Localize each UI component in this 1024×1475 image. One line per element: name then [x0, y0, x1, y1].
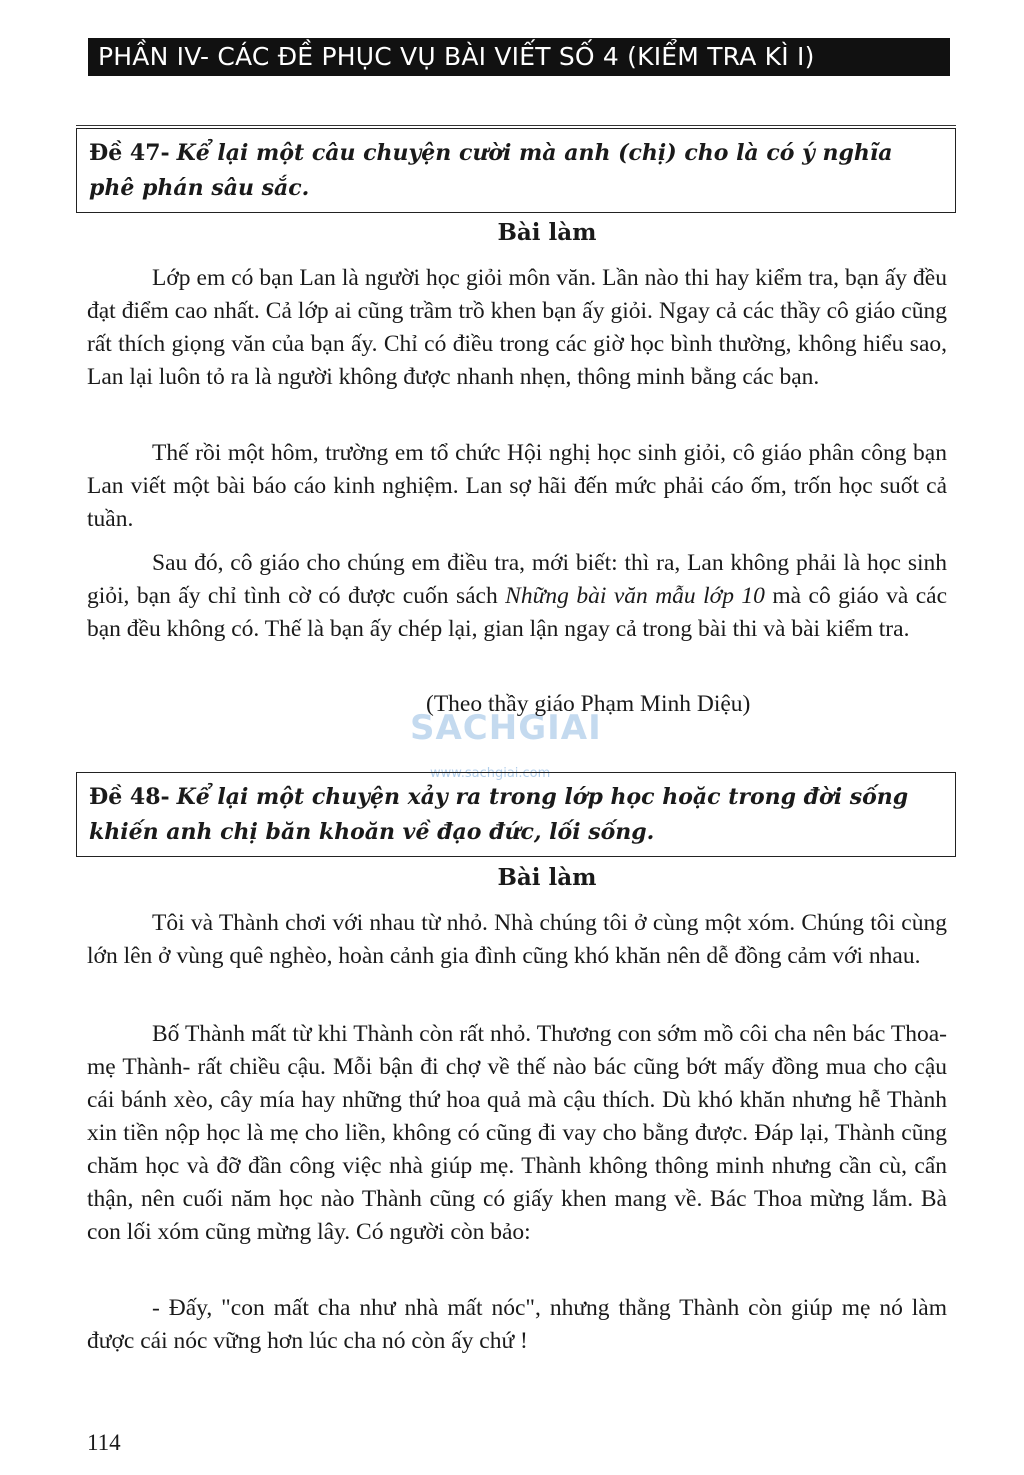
topic-48-number: Đề 48-	[89, 784, 170, 810]
top-rule-47	[76, 125, 956, 126]
page-number: 114	[87, 1430, 121, 1455]
topic-47-paragraph-2: Thế rồi một hôm, trường em tổ chức Hội nghị học sinh giỏi, cô giáo phân công bạn Lan viết một bài báo cáo kinh nghiệm. Lan sợ hãi đến mức phải cáo ốm, trốn học suốt cả tuần.	[87, 440, 947, 532]
watermark-logo: SACHGIAI	[410, 708, 602, 748]
topic-48-paragraph-2: Bố Thành mất từ khi Thành còn rất nhỏ. Thương con sớm mồ côi cha nên bác Thoa- mẹ Thành- rất chiều cậu. Mỗi bận đi chợ về thế nào bác cũng bớt mấy đồng mua cho cậu cái bánh xèo, cây mía hay những thứ hoa quả mà cậu thích. Dù khó khăn nhưng hễ Thành xin tiền nộp học là mẹ cho liền, không có cũng đi vay cho bằng được. Đáp lại, Thành cũng chăm học và đỡ đần công việc nhà giúp mẹ. Thành không thông minh nhưng cần cù, cẩn thận, nên cuối năm học nào Thành cũng có giấy khen mang về. Bác Thoa mừng lắm. Bà con lối xóm cũng mừng lây. Có người còn bảo:	[87, 1021, 947, 1245]
section-header-title: PHẦN IV- CÁC ĐỀ PHỤC VỤ BÀI VIẾT SỐ 4 (KIỂM TRA KÌ I)	[98, 42, 815, 71]
topic-47-heading: Bài làm	[497, 219, 597, 246]
para3-before: Sau đó, cô giáo cho chúng em điều tra, mới biết: thì ra, Lan không phải là học sinh giỏi, bạn ấy chỉ tình cờ có được cuốn sách	[87, 550, 947, 609]
topic-47-box	[76, 128, 956, 213]
para3-after: mà cô giáo và các bạn đều không có. Thế là bạn ấy chép lại, gian lận ngay cả trong bài thi và bài kiểm tra.	[87, 583, 948, 642]
section-header	[88, 38, 950, 76]
book-title: Những bài văn mẫu lớp 10	[505, 583, 765, 609]
topic-48-prompt: Kể lại một chuyện xảy ra trong lớp học hoặc trong đời sống khiến anh chị băn khoăn về đạo đức, lối sống.	[89, 784, 909, 845]
topic-48-box	[76, 772, 956, 857]
topic-47-number: Đề 47-	[89, 140, 170, 166]
topic-47-attribution: (Theo thầy giáo Phạm Minh Diệu)	[426, 691, 751, 717]
topic-47-prompt: Kể lại một câu chuyện cười mà anh (chị) cho là có ý nghĩa phê phán sâu sắc.	[89, 140, 893, 201]
topic-47-paragraph-1: Lớp em có bạn Lan là người học giỏi môn văn. Lần nào thi hay kiểm tra, bạn ấy đều đạt điểm cao nhất. Cả lớp ai cũng trầm trồ khen bạn ấy giỏi. Ngay cả các thầy cô giáo cũng rất thích giọng văn của bạn ấy. Chỉ có điều trong các giờ học bình thường, không hiểu sao, Lan lại luôn tỏ ra là người không được nhanh nhẹn, thông minh bằng các bạn.	[87, 265, 947, 390]
topic-47-paragraph-3	[87, 547, 947, 646]
topic-48-paragraph-1: Tôi và Thành chơi với nhau từ nhỏ. Nhà chúng tôi ở cùng một xóm. Chúng tôi cùng lớn lên ở vùng quê nghèo, hoàn cảnh gia đình cũng khó khăn nên dễ đồng cảm với nhau.	[87, 910, 947, 969]
topic-48-paragraph-3: - Đấy, "con mất cha như nhà mất nóc", nhưng thằng Thành còn giúp mẹ nó làm được cái nóc vững hơn lúc cha nó còn ấy chứ !	[87, 1295, 947, 1354]
topic-48-heading: Bài làm	[497, 864, 597, 891]
watermark-url: www.sachgiai.com	[430, 766, 551, 781]
